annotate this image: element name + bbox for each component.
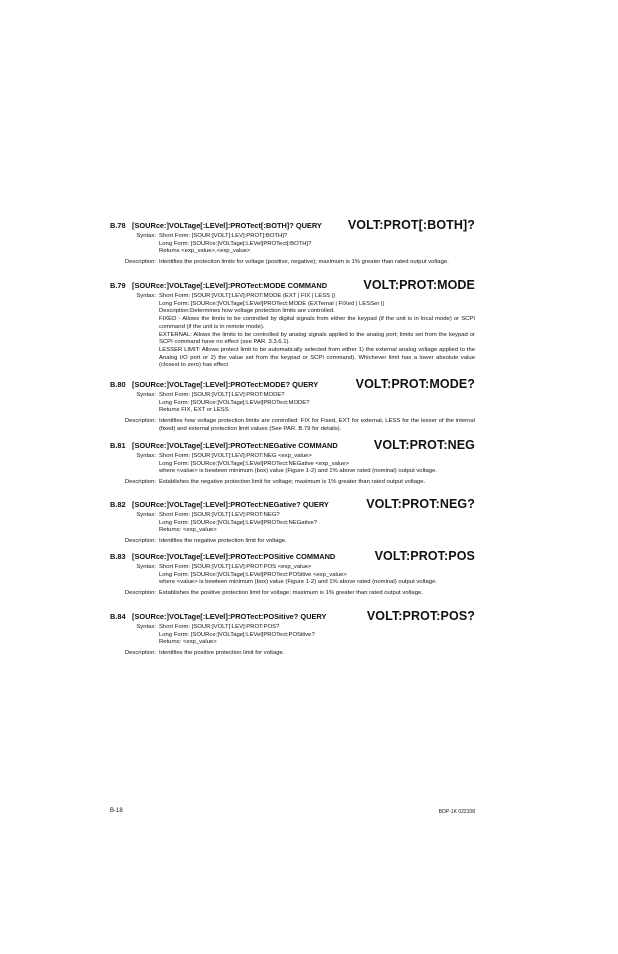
description-text: Establishes the negative protection limit for voltage; maximum is 1% greater than rated output voltage. bbox=[159, 479, 426, 486]
section-heading bbox=[110, 549, 475, 564]
syntax-line: Short Form: [SOUR:]VOLT[:LEV]:PROT:MODE (EXT | FIX | LESS |) bbox=[159, 293, 336, 299]
syntax-block bbox=[110, 392, 475, 415]
section-heading bbox=[110, 438, 475, 453]
command-name: VOLT:PROT:MODE bbox=[363, 278, 475, 292]
syntax-line: LESSER LIMIT: Allows protect limit to be automatically selected from either 1) the external analog voltage applied to the Analog I/O port or 2) the value set from the keypad or SCPI command). Whichever limit has a lower absolute value (closest to zero) has effect bbox=[159, 346, 475, 369]
description-label: Description: bbox=[124, 259, 156, 266]
section-title: [SOURce:]VOLTage[:LEVel]:PROTect:POSitive? QUERY bbox=[132, 612, 327, 621]
syntax-line: Short Form: [SOUR:]VOLT[:LEV]:PROT:MODE? bbox=[159, 392, 285, 398]
description-text: Identifies the negative protection limit for voltage. bbox=[159, 538, 287, 545]
description-text: Establishes the positive protection limit for voltage; maximum is 1% greater than rated output voltage. bbox=[159, 590, 423, 597]
section-number: B.80 bbox=[110, 380, 126, 389]
description-block bbox=[110, 479, 475, 487]
section-b78 bbox=[110, 218, 475, 267]
syntax-line: Short Form: [SOUR:]VOLT[:LEV]:PROT:NEG <exp_value> bbox=[159, 453, 312, 459]
syntax-line: Long Form: [SOURce:]VOLTage[:LEVel]PROTect:MODE (EXTernal | FIXed | LESSer |) bbox=[159, 300, 385, 307]
syntax-line: where <value> is bewteen minimum (box) value (Figure 1-2) and 1% above rated (nominal) output voltage. bbox=[159, 579, 437, 586]
description-label: Description: bbox=[124, 538, 156, 545]
section-b84 bbox=[110, 609, 475, 658]
description-label: Description: bbox=[124, 590, 156, 597]
section-title: [SOURce:]VOLTage[:LEVel]:PROTect:MODE COMMAND bbox=[132, 281, 328, 290]
command-name: VOLT:PROT:NEG? bbox=[366, 497, 475, 511]
syntax-block bbox=[110, 624, 475, 647]
syntax-line: Short Form: [SOUR:]VOLT[:LEV]:PROT:POS? bbox=[159, 624, 280, 630]
section-title: [SOURce:]VOLTage[:LEVel]:PROTect:MODE? QUERY bbox=[132, 380, 319, 389]
syntax-label: Syntax: bbox=[136, 392, 156, 398]
section-heading bbox=[110, 497, 475, 512]
syntax-line: EXTERNAL: Allows the limits to be controlled by analog signals applied to the analog port; limits set from the keypad or SCPI command have no effect (see PAR. 3.3.6.1). bbox=[159, 331, 475, 346]
syntax-line: Returns: <exp_value> bbox=[159, 527, 217, 534]
syntax-line: Long Form: [SOURce:]VOLTage[:LEVel]PROTect:NEGative <exp_value> bbox=[159, 460, 350, 467]
section-b80 bbox=[110, 377, 475, 434]
section-b82 bbox=[110, 497, 475, 546]
section-number: B.79 bbox=[110, 281, 126, 290]
syntax-line: Returns <exp_value>,<exp_value> bbox=[159, 248, 251, 255]
syntax-line: where <value> is bewteen minimum (box) value (Figure 1-2) and 1% above rated (nominal) output voltage. bbox=[159, 468, 437, 475]
syntax-label: Syntax: bbox=[136, 512, 156, 518]
description-label: Description: bbox=[124, 479, 156, 486]
syntax-label: Syntax: bbox=[136, 624, 156, 630]
description-block bbox=[110, 650, 475, 658]
syntax-line: Returns FIX, EXT or LESS bbox=[159, 407, 229, 414]
syntax-line: Long Form: [SOURce:]VOLTage[:LEVel]PROTect:NEGative? bbox=[159, 519, 318, 526]
section-b79 bbox=[110, 278, 475, 370]
section-number: B.83 bbox=[110, 552, 126, 561]
syntax-block bbox=[110, 453, 475, 476]
section-heading bbox=[110, 377, 475, 392]
description-label: Description: bbox=[124, 418, 156, 425]
syntax-block bbox=[110, 233, 475, 256]
description-text: Identifies the positive protection limit for voltage. bbox=[159, 650, 285, 657]
section-number: B.82 bbox=[110, 500, 126, 509]
section-number: B.81 bbox=[110, 441, 126, 450]
page-number: B-18 bbox=[110, 808, 123, 814]
description-block bbox=[110, 259, 475, 267]
section-title: [SOURce:]VOLTage[:LEVel]:PROTect[:BOTH]? QUERY bbox=[132, 221, 322, 230]
description-block bbox=[110, 590, 475, 598]
section-title: [SOURce:]VOLTage[:LEVel]:PROTect:NEGative? QUERY bbox=[132, 500, 329, 509]
syntax-line: Short Form: [SOUR:]VOLT[:LEV]:PROT:POS <exp_value> bbox=[159, 564, 312, 570]
syntax-line: Description:Determines how voltage protection limits are controlled. bbox=[159, 308, 335, 315]
syntax-line: Long Form: [SOURce:]VOLTage[:LEVel]PROTect:POSitive <exp_value> bbox=[159, 571, 347, 578]
syntax-line: Short Form: [SOUR:]VOLT[:LEV]:PROT[:BOTH]? bbox=[159, 233, 288, 239]
section-heading bbox=[110, 218, 475, 233]
command-name: VOLT:PROT:MODE? bbox=[355, 377, 475, 391]
description-block bbox=[110, 418, 475, 433]
section-title: [SOURce:]VOLTage[:LEVel]:PROTect:POSitive COMMAND bbox=[132, 552, 336, 561]
document-id: BOP-1K 022108 bbox=[438, 809, 475, 815]
description-text: Identifies the protection limits for voltage (positive, negative); maximum is 1% greater than rated output voltage. bbox=[159, 259, 449, 266]
section-number: B.78 bbox=[110, 221, 126, 230]
syntax-label: Syntax: bbox=[136, 233, 156, 239]
syntax-block bbox=[110, 564, 475, 587]
command-name: VOLT:PROT[:BOTH]? bbox=[347, 218, 475, 232]
description-label: Description: bbox=[124, 650, 156, 657]
section-number: B.84 bbox=[110, 612, 126, 621]
syntax-line: Short Form: [SOUR:]VOLT[:LEV]:PROT:NEG? bbox=[159, 512, 280, 518]
section-title: [SOURce:]VOLTage[:LEVel]:PROTect:NEGative COMMAND bbox=[132, 441, 338, 450]
section-b83 bbox=[110, 549, 475, 598]
syntax-line: Long Form: [SOURce:]VOLTage[:LEVel]PROTect[:BOTH]? bbox=[159, 240, 312, 247]
command-name: VOLT:PROT:POS? bbox=[366, 609, 475, 623]
syntax-label: Syntax: bbox=[136, 564, 156, 570]
syntax-block bbox=[110, 293, 475, 370]
description-text: Identifies how voltage protection limits are controlled: FIX for Fixed, EXT for external, LESS for the lesser of the internal (fixed) and external protection limit values (See PAR. B.79 for details). bbox=[159, 418, 475, 432]
syntax-line: FIXED - Allows the limits to be controlled by digital signals from either the keypad (if the unit is in local mode) or SCPI command (if the unit is in remote mode). bbox=[159, 316, 475, 330]
command-name: VOLT:PROT:NEG bbox=[373, 438, 475, 452]
syntax-label: Syntax: bbox=[136, 453, 156, 459]
syntax-block bbox=[110, 512, 475, 535]
section-b81 bbox=[110, 438, 475, 487]
syntax-label: Syntax: bbox=[136, 293, 156, 299]
command-name: VOLT:PROT:POS bbox=[374, 549, 475, 563]
section-heading bbox=[110, 609, 475, 624]
syntax-line: Long Form: [SOURce:]VOLTage[:LEVel]PROTect:POSitive? bbox=[159, 631, 315, 638]
section-heading bbox=[110, 278, 475, 293]
syntax-line: Returns: <exp_value> bbox=[159, 639, 217, 646]
description-block bbox=[110, 538, 475, 546]
syntax-line: Long Form: [SOURce:]VOLTage[:LEVel]PROTect:MODE? bbox=[159, 399, 310, 406]
